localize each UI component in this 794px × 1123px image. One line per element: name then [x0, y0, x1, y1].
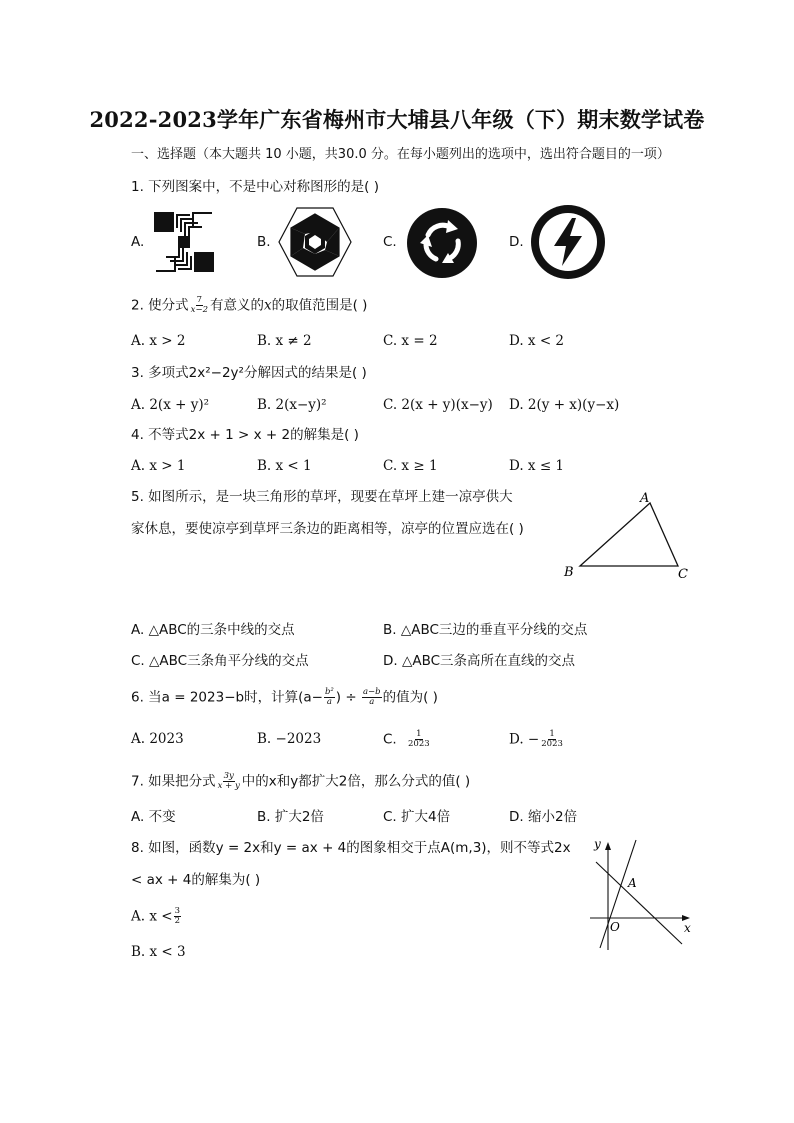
q5-option-a: A. △ABC的三条中线的交点: [131, 622, 295, 638]
q8-option-a-fraction: [174, 907, 181, 926]
q7-option-a: A. 不变: [131, 809, 176, 825]
q2-prefix: 2. 使分式: [131, 297, 189, 314]
q8-option-a: [131, 907, 182, 926]
q3-option-d: D. 2(y + x)(y−x): [509, 397, 620, 413]
q6-fraction-2-den: a: [369, 697, 375, 707]
q6-option-b: B. −2023: [257, 731, 322, 747]
question-5-line-1: 5. 如图所示，是一块三角形的草坪，现要在草坪上建一凉亭供大: [131, 489, 513, 505]
q2-option-c: C. x = 2: [383, 333, 438, 349]
q8-line-y-ax-4: [596, 862, 682, 944]
question-6-stem: [131, 688, 438, 707]
q4-option-d: D. x ≤ 1: [509, 458, 565, 474]
q6-option-c-den: 2023: [408, 739, 430, 749]
q2-option-d: D. x < 2: [509, 333, 565, 349]
q8-option-b: B. x < 3: [131, 944, 186, 960]
q7-fraction-num: 3y: [223, 771, 234, 781]
q5-vertex-c: C: [678, 567, 688, 582]
q8-origin-label: O: [610, 920, 620, 934]
q6-option-a: A. 2023: [131, 731, 184, 747]
q1-option-b-hexagon-icon: [277, 206, 353, 278]
q5-triangle-figure: [556, 488, 696, 583]
q3-option-a: A. 2(x + y)²: [131, 397, 210, 413]
q5-option-c: C. △ABC三条角平分线的交点: [131, 653, 309, 669]
page-title: 2022-2023学年广东省梅州市大埔县八年级（下）期末数学试卷: [89, 107, 705, 132]
q5-triangle: [580, 503, 678, 566]
question-3-stem: 3. 多项式2x²−2y²分解因式的结果是( ): [131, 365, 367, 381]
q7-prefix: 7. 如果把分式: [131, 773, 216, 790]
q4-option-c: C. x ≥ 1: [383, 458, 438, 474]
q2-fraction: [190, 296, 209, 315]
question-4-stem: 4. 不等式2x + 1 > x + 2的解集是( ): [131, 427, 359, 443]
q6-option-d-label: D. −: [509, 731, 540, 748]
question-5-line-2: 家休息，要使凉亭到草坪三条边的距离相等，凉亭的位置应选在( ): [131, 521, 524, 537]
q4-option-a: A. x > 1: [131, 458, 186, 474]
q3-option-c: C. 2(x + y)(x−y): [383, 397, 493, 413]
q6-option-d-fraction: [540, 730, 564, 749]
q2-var: x: [264, 297, 272, 314]
q6-suffix: 的值为( ): [382, 689, 438, 706]
q8-x-label: x: [684, 921, 691, 935]
question-8-line-1: 8. 如图，函数y = 2x和y = ax + 4的图象相交于点A(m,3)，则不等式2x: [131, 840, 571, 856]
q8-point-a-label: A: [628, 876, 637, 890]
q2-option-a: A. x > 2: [131, 333, 186, 349]
q6-option-d-den: 2023: [541, 739, 563, 749]
q6-fraction-1-num: b²: [324, 687, 334, 697]
q7-option-c: C. 扩大4倍: [383, 809, 451, 825]
question-2-stem: [131, 296, 367, 315]
q6-option-d-num: 1: [549, 729, 555, 739]
q5-option-b: B. △ABC三边的垂直平分线的交点: [383, 622, 588, 638]
q6-option-c-fraction: [407, 730, 431, 749]
q8-option-a-num: 3: [174, 906, 180, 916]
q8-y-label: y: [594, 837, 601, 851]
q7-option-d: D. 缩小2倍: [509, 809, 578, 825]
q2-suffix-1: 有意义的: [210, 297, 264, 314]
q1-option-d-lightning-icon: [530, 204, 606, 280]
q1-option-d-label: D.: [509, 234, 524, 250]
q8-option-a-den: 2: [174, 916, 180, 926]
question-7-stem: [131, 772, 470, 791]
q6-fraction-1-den: a: [326, 697, 332, 707]
q6-option-c-label: C.: [383, 731, 397, 748]
q4-option-b: B. x < 1: [257, 458, 312, 474]
q5-vertex-a: A: [640, 491, 650, 506]
q2-option-b: B. x ≠ 2: [257, 333, 312, 349]
q6-mid: ) ÷: [335, 689, 361, 706]
q7-fraction: [217, 772, 241, 791]
q8-option-a-label: A. x <: [131, 908, 173, 925]
q3-option-b: B. 2(x−y)²: [257, 397, 327, 413]
q7-suffix: 中的x和y都扩大2倍，那么分式的值( ): [241, 773, 471, 790]
q6-fraction-1: [324, 688, 335, 707]
q6-option-d: [509, 730, 565, 749]
q7-fraction-den: x + y: [217, 781, 240, 791]
q5-option-d: D. △ABC三条高所在直线的交点: [383, 653, 576, 669]
section-heading: 一、选择题（本大题共 10 小题，共30.0 分。在每小题列出的选项中，选出符合题目的一项）: [131, 147, 670, 162]
q2-fraction-num: 7: [196, 295, 203, 305]
q6-fraction-2-num: a−b: [362, 687, 381, 697]
q2-suffix-2: 的取值范围是( ): [271, 297, 368, 314]
question-8-line-2: < ax + 4的解集为( ): [131, 872, 261, 888]
q8-y-axis-arrow-icon: [605, 842, 611, 850]
q7-option-b: B. 扩大2倍: [257, 809, 324, 825]
q6-prefix: 6. 当a = 2023−b时，计算(a−: [131, 689, 323, 706]
q6-option-c-num: 1: [416, 729, 422, 739]
q5-vertex-b: B: [564, 565, 574, 580]
q1-option-c-recycle-icon: [406, 207, 478, 279]
q6-option-c: [383, 730, 432, 749]
q2-fraction-den: x−2: [190, 305, 208, 315]
q1-option-a-label: A.: [131, 234, 145, 250]
question-1-stem: 1. 下列图案中，不是中心对称图形的是( ): [131, 179, 379, 195]
q6-fraction-2: [362, 688, 382, 707]
q8-function-graph: [586, 832, 696, 954]
q1-option-b-label: B.: [257, 234, 271, 250]
q1-option-a-pattern-icon: [152, 210, 216, 274]
q1-option-c-label: C.: [383, 234, 397, 250]
